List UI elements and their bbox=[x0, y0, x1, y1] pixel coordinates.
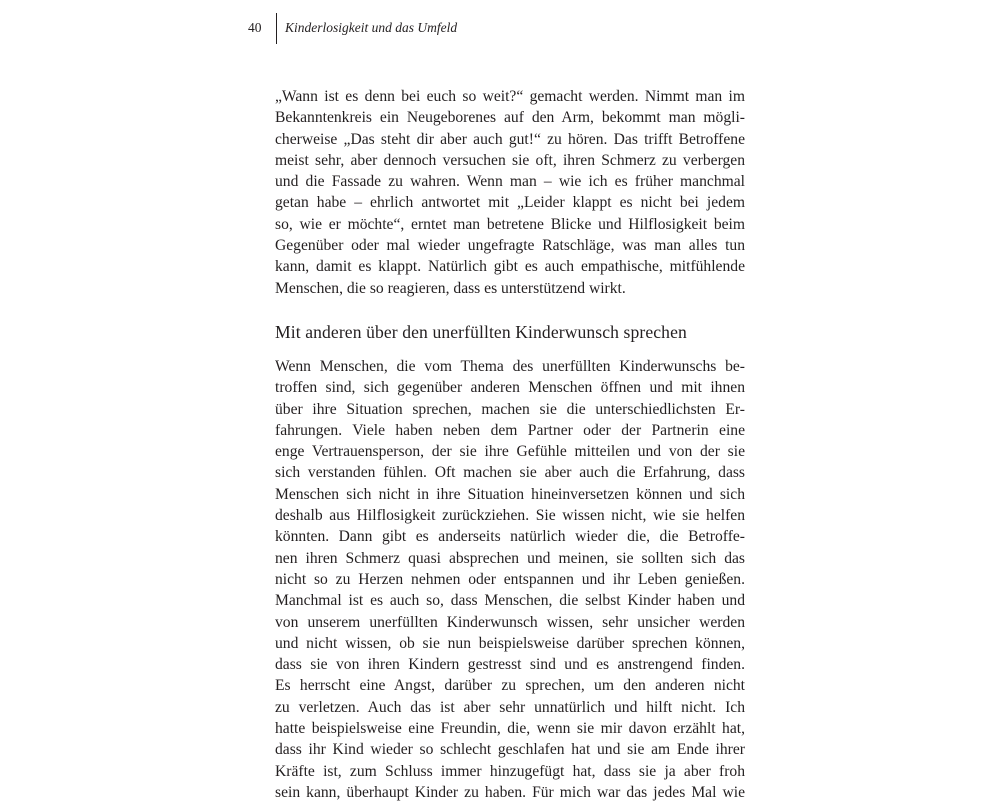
paragraph-1 bbox=[275, 86, 745, 299]
text-line: hatte beispielsweise eine Freundin, die, wenn sie mir davon erzählt hat, bbox=[275, 720, 745, 738]
text-line: Wenn Menschen, die vom Thema des unerfüllten Kinderwunschs be- bbox=[275, 358, 745, 375]
text-line: über ihre Situation sprechen, machen sie die unterschiedlichsten Er- bbox=[275, 400, 745, 418]
text-line: kann, damit es klappt. Natürlich gibt es auch empathische, mitfühlende bbox=[275, 258, 745, 276]
text-line: Menschen, die so reagieren, dass es unterstützend wirkt. bbox=[275, 279, 626, 297]
text-line: Kräfte ist, zum Schluss immer hinzugefügt hat, dass sie ja aber froh bbox=[275, 762, 745, 780]
text-line: und die Fassade zu wahren. Wenn man – wie ich es früher manchmal bbox=[275, 173, 745, 191]
text-line: „Wann ist es denn bei euch so weit?“ gemacht werden. Nimmt man im bbox=[275, 88, 745, 105]
text-line: nicht so zu Herzen nehmen oder entspannen und ihr Leben genießen. bbox=[275, 570, 745, 588]
text-line: so, wie er möchte“, erntet man betretene Blicke und Hilflosigkeit beim bbox=[275, 215, 745, 233]
paragraph-2 bbox=[275, 356, 745, 803]
running-head bbox=[248, 13, 457, 43]
text-line: dass sie von ihren Kindern gestresst sind und es anstrengend finden. bbox=[275, 656, 745, 674]
text-line: troffen sind, sich gegenüber anderen Menschen öffnen und mit ihnen bbox=[275, 379, 745, 397]
running-head-title: Kinderlosigkeit und das Umfeld bbox=[285, 20, 458, 35]
text-line: Gegenüber oder mal wieder ungefragte Ratschläge, was man alles tun bbox=[275, 237, 745, 255]
text-line: deshalb aus Hilflosigkeit zurückziehen. Sie wissen nicht, wie sie helfen bbox=[275, 507, 745, 525]
text-line: nen ihren Schmerz quasi absprechen und meinen, sie sollten sich das bbox=[275, 549, 745, 567]
text-line: könnten. Dann gibt es anderseits natürlich wieder die, die Betroffe- bbox=[275, 528, 745, 546]
text-line: und nicht wissen, ob sie nun beispielsweise darüber sprechen können, bbox=[275, 634, 745, 652]
text-line: von unserem unerfüllten Kinderwunsch wissen, sehr unsicher werden bbox=[275, 613, 745, 631]
text-line: enge Vertrauensperson, der sie ihre Gefühle mitteilen und von der sie bbox=[275, 443, 745, 461]
text-line: meist sehr, aber dennoch versuchen sie oft, ihren Schmerz zu verbergen bbox=[275, 151, 745, 169]
section-heading: Mit anderen über den unerfüllten Kinderwunsch sprechen bbox=[275, 322, 687, 342]
text-line: getan habe – ehrlich antwortet mit „Leider klappt es nicht bei jedem bbox=[275, 194, 745, 212]
text-line: zu verletzen. Auch das ist aber sehr unnatürlich und hilft nicht. Ich bbox=[275, 698, 745, 716]
text-line: sein kann, überhaupt Kinder zu haben. Für mich war das jedes Mal wie bbox=[275, 783, 745, 801]
running-head-divider bbox=[276, 13, 277, 44]
text-line: Manchmal ist es auch so, dass Menschen, die selbst Kinder haben und bbox=[275, 592, 745, 610]
text-line: Bekanntenkreis ein Neugeborenes auf den Arm, bekommt man mögli- bbox=[275, 109, 745, 127]
text-line: fahrungen. Viele haben neben dem Partner oder der Partnerin eine bbox=[275, 421, 745, 439]
text-line: dass ihr Kind wieder so schlecht geschlafen hat und sie am Ende ihrer bbox=[275, 741, 745, 759]
page-number: 40 bbox=[248, 20, 262, 35]
text-line: cherweise „Das steht dir aber auch gut!“ zu hören. Das trifft Betroffene bbox=[275, 130, 745, 148]
text-line: Menschen sich nicht in ihre Situation hineinversetzen können und sich bbox=[275, 485, 745, 503]
text-line: sich verstanden fühlen. Oft machen sie aber auch die Erfahrung, dass bbox=[275, 464, 745, 482]
text-line: Es herrscht eine Angst, darüber zu sprechen, um den anderen nicht bbox=[275, 677, 745, 695]
